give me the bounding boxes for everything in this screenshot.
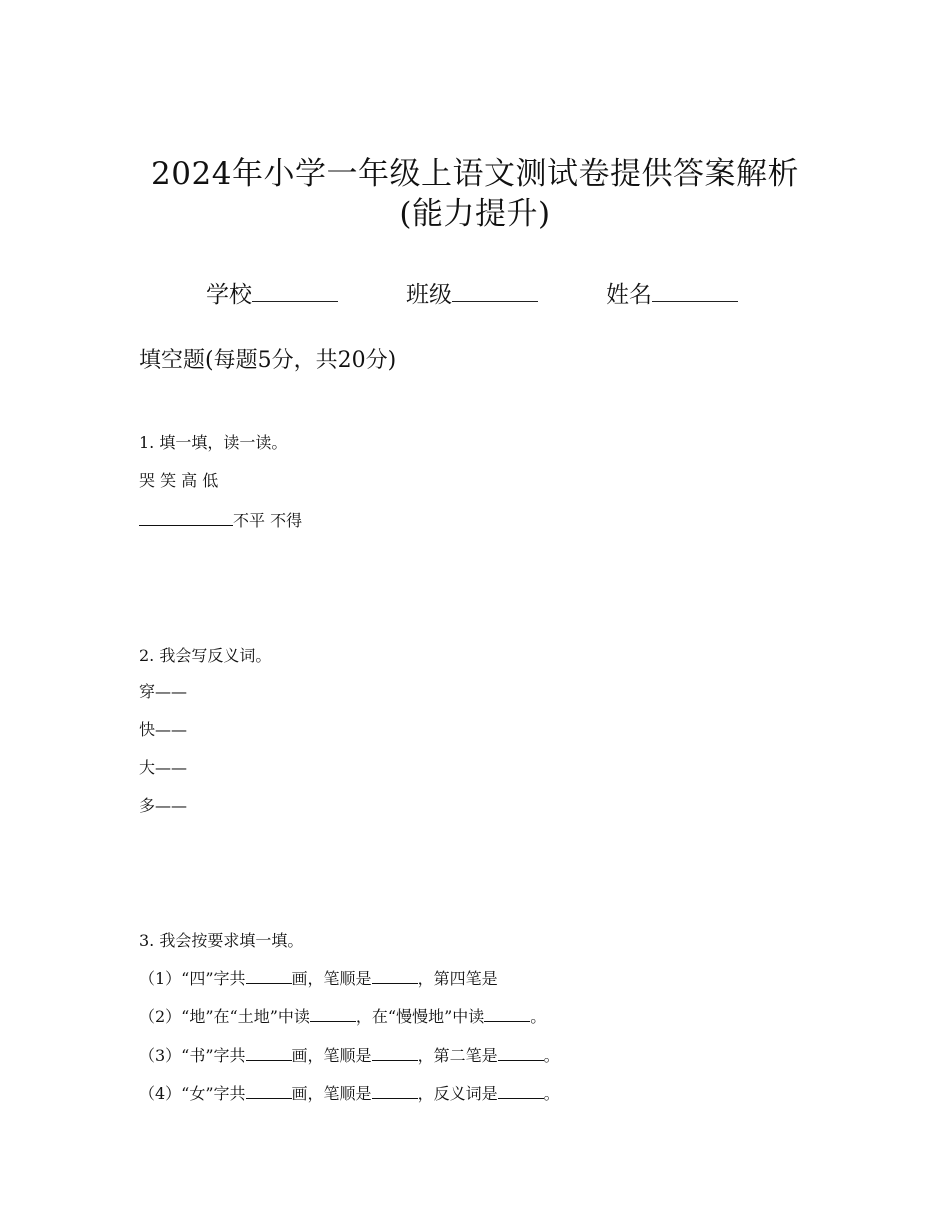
q3-sub2	[139, 1005, 546, 1028]
student-info-row	[0, 276, 950, 310]
q3-sub4-text-b: 画，笔顺是	[291, 1084, 372, 1103]
q3-sub2-text-c: 。	[530, 1007, 547, 1026]
q3-sub3-blank-1[interactable]	[246, 1044, 292, 1061]
q3-sub2-text-a: （2）“地”在“土地”中读	[139, 1007, 310, 1026]
q3-sub2-text-b: ，在“慢慢地”中读	[355, 1007, 485, 1026]
name-field	[606, 276, 738, 309]
q3-sub1	[139, 967, 498, 990]
q3-sub3	[139, 1044, 560, 1067]
q3-sub3-text-d: 。	[543, 1046, 560, 1065]
q2-item-4: 多——	[139, 796, 188, 815]
q3-sub1-text-b: 画，笔顺是	[291, 969, 372, 988]
q3-sub1-text-a: （1）“四”字共	[139, 969, 246, 988]
section-heading: 填空题(每题5分，共20分)	[139, 348, 397, 373]
q3-sub1-text-c: ，第四笔是	[417, 969, 498, 988]
name-label: 姓名	[606, 282, 652, 308]
q3-sub3-blank-2[interactable]	[372, 1044, 418, 1061]
q3-title: 3. 我会按要求填一填。	[139, 931, 304, 950]
q1-words: 哭 笑 高 低	[139, 471, 219, 490]
q1-title: 1. 填一填，读一读。	[139, 433, 288, 452]
q3-sub3-blank-3[interactable]	[498, 1044, 544, 1061]
name-blank[interactable]	[652, 279, 738, 302]
q3-sub2-blank-1[interactable]	[310, 1005, 356, 1022]
q3-sub4	[139, 1082, 560, 1105]
class-label: 班级	[406, 282, 452, 308]
q3-sub4-blank-2[interactable]	[372, 1082, 418, 1099]
q3-sub3-text-a: （3）“书”字共	[139, 1046, 246, 1065]
page-title: 2024年小学一年级上语文测试卷提供答案解析	[151, 156, 799, 192]
page-subtitle: (能力提升)	[399, 196, 551, 232]
school-blank[interactable]	[252, 279, 338, 302]
school-field	[206, 276, 338, 309]
q3-sub3-text-c: ，第二笔是	[417, 1046, 498, 1065]
q3-sub4-blank-3[interactable]	[498, 1082, 544, 1099]
q3-sub4-text-c: ，反义词是	[417, 1084, 498, 1103]
q1-tail: 不平 不得	[233, 511, 303, 530]
q2-title: 2. 我会写反义词。	[139, 646, 272, 665]
q3-sub4-text-d: 。	[543, 1084, 560, 1103]
q2-item-1: 穿——	[139, 682, 188, 701]
q3-sub1-blank-2[interactable]	[372, 967, 418, 984]
q2-item-2: 快——	[139, 720, 188, 739]
q3-sub2-blank-2[interactable]	[484, 1005, 530, 1022]
q3-sub3-text-b: 画，笔顺是	[291, 1046, 372, 1065]
class-field	[406, 276, 538, 309]
q3-sub4-text-a: （4）“女”字共	[139, 1084, 246, 1103]
q3-sub1-blank-1[interactable]	[246, 967, 292, 984]
class-blank[interactable]	[452, 279, 538, 302]
q2-item-3: 大——	[139, 758, 188, 777]
q1-blank[interactable]	[139, 509, 233, 526]
q3-sub4-blank-1[interactable]	[246, 1082, 292, 1099]
q1-blank-line	[139, 509, 302, 532]
school-label: 学校	[206, 282, 252, 308]
